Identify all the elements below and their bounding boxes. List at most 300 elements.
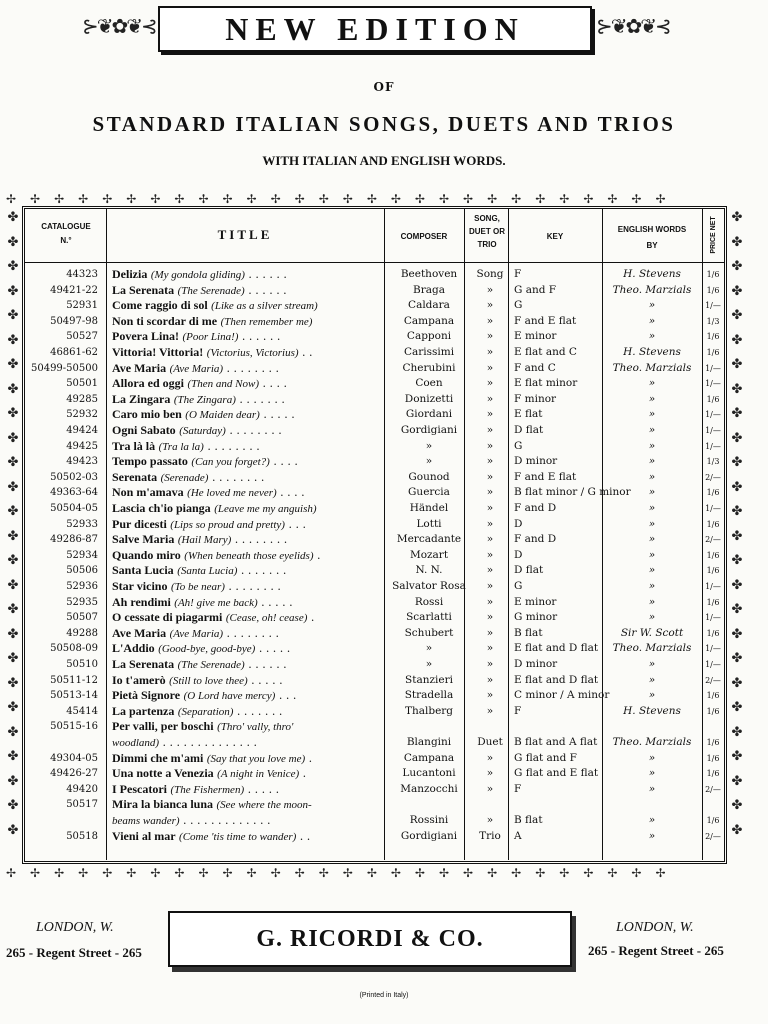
english-title: (Thro' vally, thro' <box>217 721 294 734</box>
composer-name: » <box>425 642 433 655</box>
dot-leader: . . . . . . <box>244 268 287 281</box>
italian-title: O cessate di piagarmi <box>112 610 223 625</box>
catalogue-number: 52936 <box>66 581 98 592</box>
italian-title: Pietà Signore <box>112 688 181 703</box>
net-price: 2/— <box>705 784 721 794</box>
english-words-author: » <box>648 392 656 405</box>
dot-leader: . . . <box>284 517 306 531</box>
composer-name: Cherubini <box>402 361 456 374</box>
composer-name: Thalberg <box>404 704 454 717</box>
key-signature: B flat <box>514 814 543 826</box>
catalogue-number: 49426-27 <box>50 768 98 780</box>
english-words-author: » <box>648 611 656 624</box>
italian-title: Tra là là <box>112 438 156 453</box>
composer-name: Campana <box>403 314 455 327</box>
italian-title: Ogni Sabato <box>112 423 176 437</box>
italian-title: Quando miro <box>112 547 181 562</box>
key-signature: G flat and E flat <box>514 767 599 780</box>
key-signature: F and D <box>514 533 557 546</box>
english-title: (Tra la la) <box>158 440 204 453</box>
song-type: » <box>486 626 494 639</box>
table-row <box>24 641 724 657</box>
table-row <box>24 657 724 673</box>
composer-name: Lotti <box>416 517 442 530</box>
composer-name: Caldara <box>408 299 450 312</box>
banner-title: NEW EDITION <box>158 6 592 52</box>
london-address-left: LONDON, W. <box>36 920 114 935</box>
key-signature: F and C <box>514 361 556 374</box>
song-type: » <box>486 314 494 327</box>
italian-title: Vieni al mar <box>112 828 176 843</box>
key-signature: F <box>514 704 522 717</box>
italian-title: Dimmi che m'ami <box>112 750 204 765</box>
street-address-right: 265 - Regent Street - 265 <box>588 943 724 958</box>
italian-title: La Zingara <box>112 391 171 406</box>
table-row <box>24 454 724 470</box>
song-title-cell <box>112 579 397 596</box>
catalogue-number: 52934 <box>66 549 98 561</box>
net-price: 1/6 <box>706 753 720 763</box>
net-price: 1/— <box>705 644 721 654</box>
header-catalogue-label: CATALOGUE <box>41 222 91 231</box>
english-title: (Come 'tis time to wander) <box>179 830 297 843</box>
dot-leader: . . . . <box>259 377 287 391</box>
composer-name: Blangini <box>406 736 452 748</box>
table-row <box>24 782 724 798</box>
english-title: woodland) <box>112 737 160 749</box>
net-price: 1/— <box>705 301 721 311</box>
table-row <box>24 439 724 455</box>
song-title-cell <box>112 361 397 378</box>
catalogue-number: 50497-98 <box>50 315 98 327</box>
english-words-author: » <box>648 455 656 468</box>
catalogue-number: 52931 <box>66 300 98 312</box>
song-title-cell <box>112 829 397 846</box>
net-price: 1/6 <box>706 566 720 576</box>
header-price-net: PRICE NET <box>710 216 717 254</box>
table-row <box>24 407 724 423</box>
italian-title: Mira la bianca luna <box>112 797 214 812</box>
key-signature: G <box>514 439 523 452</box>
composer-name: Carissimi <box>403 346 455 358</box>
song-title-cell <box>112 751 397 768</box>
song-title-cell <box>112 766 397 783</box>
key-signature: B flat minor / G minor <box>514 486 631 499</box>
key-signature: D minor <box>514 658 558 670</box>
net-price: 1/6 <box>706 691 720 701</box>
song-title-cell <box>112 376 397 393</box>
composer-name: Mercadante <box>396 533 462 546</box>
table-row <box>24 688 724 704</box>
song-type: » <box>486 346 494 358</box>
english-words-author: » <box>648 299 656 312</box>
header-composer: COMPOSER <box>400 232 448 241</box>
dot-leader: . . . . . . . . <box>224 580 281 593</box>
catalogue-number: 50513-14 <box>50 690 98 702</box>
catalogue-number: 50499-50500 <box>30 362 98 374</box>
table-row <box>24 735 724 751</box>
song-title-cell <box>112 485 397 502</box>
song-title-cell <box>112 813 397 830</box>
catalogue-number: 50511-12 <box>50 674 98 686</box>
italian-title: Povera Lina! <box>112 329 179 344</box>
catalogue-number: 52935 <box>66 596 98 608</box>
net-price: 1/6 <box>706 332 720 342</box>
english-title: (The Zingara) <box>173 393 236 406</box>
song-type: » <box>486 470 494 483</box>
net-price: 1/6 <box>706 550 720 560</box>
dot-leader: . . <box>298 346 313 359</box>
song-type: » <box>486 392 494 405</box>
net-price: 1/6 <box>706 285 720 295</box>
english-title: (Can you forget?) <box>191 456 270 469</box>
table-row <box>24 563 724 579</box>
song-type: » <box>486 424 494 436</box>
english-words-author: » <box>648 673 656 686</box>
english-title: (Cease, oh! cease) <box>225 612 308 625</box>
table-row <box>24 813 724 829</box>
song-type: » <box>486 517 494 530</box>
song-type: » <box>486 564 494 577</box>
song-title-cell <box>112 314 397 331</box>
dot-leader: . . . . . . . . <box>231 533 288 547</box>
english-words-author: » <box>648 377 656 390</box>
table-row <box>24 766 724 782</box>
table-row <box>24 719 724 735</box>
table-row <box>24 751 724 767</box>
italian-title: Santa Lucia <box>112 563 174 578</box>
dot-leader: . . . . . . . . . . . . . . <box>159 736 257 749</box>
key-signature: G <box>514 299 523 312</box>
italian-title: Io t'amerò <box>112 672 166 687</box>
key-signature: G and F <box>514 283 557 296</box>
net-price: 1/6 <box>706 394 720 404</box>
composer-name: Gordigiani <box>400 829 458 842</box>
song-title-cell <box>112 641 397 658</box>
table-row <box>24 829 724 845</box>
composer-name: Mozart <box>409 548 449 561</box>
key-signature: F <box>514 782 522 795</box>
english-title: (Victorius, Victorius) <box>206 347 299 359</box>
english-title: (A night in Venice) <box>217 768 300 781</box>
london-address-right: LONDON, W. <box>616 920 694 935</box>
english-title: (Ave Maria) <box>169 627 224 640</box>
top-ornament-border: ✢✢✢✢✢✢✢✢✢✢✢✢✢✢✢✢✢✢✢✢✢✢✢✢✢✢✢✢ <box>6 192 680 206</box>
table-row <box>24 283 724 299</box>
dot-leader: . <box>299 767 307 781</box>
song-title-cell <box>112 283 397 300</box>
english-title: (Santa Lucia) <box>177 565 238 578</box>
right-flourish-ornament: ⊱❦✿❦⊰ <box>596 14 670 38</box>
dot-leader: . . . . . . . . . . . . . <box>179 814 271 827</box>
dot-leader: . . . . . . . <box>237 564 287 578</box>
dot-leader: . . . . . . . <box>233 704 283 718</box>
song-type: » <box>486 299 494 312</box>
catalogue-number: 49288 <box>66 627 98 639</box>
dot-leader: . <box>305 751 313 765</box>
table-row <box>24 392 724 408</box>
english-title: (Like as a silver stream) <box>211 300 318 313</box>
right-ornament-border: ✤ ✤ ✤ ✤ ✤ ✤ ✤ ✤ ✤ ✤ ✤ ✤ ✤ ✤ ✤ ✤ ✤ ✤ ✤ ✤ ✤ ✤ ✤ ✤ ✤ ✤ <box>731 210 743 838</box>
italian-title: La partenza <box>112 703 175 718</box>
english-title: (Serenade) <box>160 471 209 484</box>
song-type: » <box>486 658 494 670</box>
english-title: beams wander) <box>112 815 180 827</box>
dot-leader: . <box>313 548 321 562</box>
italian-title: La Serenata <box>112 657 175 671</box>
table-row <box>24 470 724 486</box>
composer-name: Braga <box>413 283 445 296</box>
key-signature: G <box>514 580 523 592</box>
composer-name: Stanzieri <box>405 673 453 686</box>
english-words-author: » <box>648 330 656 343</box>
english-title: (The Serenade) <box>177 284 245 297</box>
english-words-author: Theo. Marzials <box>612 283 692 296</box>
song-type: Song <box>476 268 504 280</box>
english-title: (Ah! give me back) <box>174 596 258 609</box>
english-title: (O Maiden dear) <box>185 409 260 422</box>
italian-title: Vittoria! Vittoria! <box>112 345 204 359</box>
song-type: » <box>486 673 494 686</box>
net-price: 1/6 <box>706 597 720 607</box>
printed-in-italy-note: (Printed in Italy) <box>359 992 409 999</box>
italian-title: Caro mio ben <box>112 407 182 422</box>
composer-name: » <box>425 658 433 670</box>
key-signature: A <box>514 829 522 842</box>
song-type: » <box>486 533 494 546</box>
song-title-cell <box>112 673 397 690</box>
song-title-cell <box>112 407 397 424</box>
italian-title: Salve Maria <box>112 532 175 547</box>
composer-name: Capponi <box>406 330 452 343</box>
key-signature: E flat and D flat <box>514 673 599 686</box>
composer-name: Rossi <box>414 595 444 608</box>
dot-leader: . . . . . . . . <box>225 424 282 437</box>
song-title-cell <box>112 688 397 705</box>
italian-title: I Pescatori <box>112 781 167 796</box>
net-price: 2/— <box>705 535 721 545</box>
song-title-cell <box>112 657 397 674</box>
net-price: 1/— <box>705 441 721 451</box>
net-price: 2/— <box>705 675 721 685</box>
header-catalogue-no: N.° <box>60 236 72 245</box>
english-words-author: » <box>648 689 656 702</box>
catalogue-number: 49424 <box>66 425 98 436</box>
english-title: (Lips so proud and pretty) <box>170 518 285 531</box>
dot-leader: . . . . <box>269 455 298 469</box>
table-row <box>24 532 724 548</box>
header-song-duet-trio: SONG, DUET OR TRIO <box>469 214 505 249</box>
english-title: (Ave Maria) <box>169 362 224 375</box>
english-title: (Poor Lina!) <box>182 331 239 344</box>
publisher-name: G. RICORDI & CO. <box>168 911 572 967</box>
header-catalogue <box>26 220 106 248</box>
net-price: 1/3 <box>706 316 720 326</box>
key-signature: D <box>514 548 523 561</box>
song-type: » <box>486 377 494 390</box>
key-signature: B flat and A flat <box>514 736 598 748</box>
catalogue-number: 50508-09 <box>50 643 98 655</box>
english-words-author: » <box>648 502 656 514</box>
english-words-author: » <box>648 829 656 842</box>
english-title: (To be near) <box>170 581 225 593</box>
english-words-author: » <box>648 517 656 530</box>
italian-title: Ave Maria <box>112 625 167 640</box>
net-price: 1/6 <box>706 519 720 529</box>
song-title-cell <box>112 454 397 471</box>
song-title-cell <box>112 595 397 612</box>
song-type: » <box>486 455 494 468</box>
song-type: » <box>486 814 494 826</box>
catalogue-number: 49363-64 <box>50 487 98 499</box>
english-title: (Say that you love me) <box>206 752 306 765</box>
italian-title: Serenata <box>112 469 158 484</box>
song-title-cell <box>112 719 397 736</box>
english-title: (See where the moon- <box>216 799 312 812</box>
net-price: 1/6 <box>706 816 720 825</box>
catalogue-number: 46861-62 <box>50 347 98 358</box>
composer-name: Scarlatti <box>406 611 452 624</box>
table-row <box>24 501 724 517</box>
dot-leader: . . . . . <box>244 782 280 796</box>
dot-leader: . . . <box>275 689 297 703</box>
table-row <box>24 517 724 533</box>
net-price: 1/3 <box>706 457 720 467</box>
english-title: (He loved me never) <box>187 487 277 500</box>
table-row <box>24 626 724 642</box>
english-words-author: » <box>648 470 656 483</box>
key-signature: E flat minor <box>514 377 578 390</box>
english-words-author: » <box>648 658 656 670</box>
composer-name: Giordani <box>405 408 453 421</box>
dot-leader: . . . . . . . <box>235 392 285 406</box>
english-words-author: » <box>648 580 656 592</box>
composer-name: Gounod <box>408 470 450 483</box>
english-title: (O Lord have mercy) <box>183 690 276 703</box>
table-row <box>24 298 724 314</box>
song-title-cell <box>112 548 397 565</box>
catalogue-number: 49304-05 <box>50 752 98 764</box>
song-type: » <box>486 548 494 561</box>
key-signature: F and E flat <box>514 470 577 483</box>
english-title: (The Fishermen) <box>170 783 245 796</box>
table-row <box>24 704 724 720</box>
composer-name: Salvator Rosa <box>392 580 466 592</box>
english-words-author: » <box>648 782 656 795</box>
italian-title: Star vicino <box>112 579 168 593</box>
song-title-cell <box>112 439 397 456</box>
english-words-author: Sir W. Scott <box>620 626 684 639</box>
song-type: » <box>486 751 494 764</box>
table-row <box>24 485 724 501</box>
song-type: » <box>486 611 494 624</box>
dot-leader: . . . . . <box>259 408 295 422</box>
english-words-author: » <box>648 564 656 577</box>
catalogue-number: 50515-16 <box>50 721 98 733</box>
song-title-cell <box>112 517 397 534</box>
net-price: 2/— <box>705 831 721 841</box>
catalogue-number: 44323 <box>66 269 98 280</box>
key-signature: E flat and D flat <box>514 642 599 655</box>
table-row <box>24 345 724 361</box>
key-signature: F minor <box>514 392 557 405</box>
italian-title: Non ti scordar di me <box>112 313 218 328</box>
catalogue-number: 49286-87 <box>50 534 98 546</box>
composer-name: Gordigiani <box>400 424 458 436</box>
page-subtitle: WITH ITALIAN AND ENGLISH WORDS. <box>262 153 506 168</box>
net-price: 1/6 <box>706 628 720 638</box>
song-type: » <box>486 283 494 296</box>
of-label: OF <box>373 80 395 94</box>
song-type: » <box>486 502 494 514</box>
catalogue-number: 49420 <box>66 783 98 795</box>
table-row <box>24 595 724 611</box>
key-signature: D flat <box>514 424 544 436</box>
header-divider <box>24 262 724 263</box>
english-title: (Still to love thee) <box>169 674 248 687</box>
song-title-cell <box>112 782 397 799</box>
key-signature: G flat and F <box>514 751 577 764</box>
catalogue-number: 50502-03 <box>50 471 98 483</box>
catalogue-number: 50506 <box>66 565 98 577</box>
key-signature: D flat <box>514 564 544 577</box>
dot-leader: . . . . . <box>247 673 283 687</box>
composer-name: Händel <box>409 502 449 514</box>
composer-name: Campana <box>403 751 455 764</box>
dot-leader: . . . . . . . . <box>203 439 260 453</box>
net-price: 1/— <box>705 426 721 435</box>
english-words-author: » <box>648 814 656 826</box>
english-title: (My gondola gliding) <box>150 269 245 281</box>
catalogue-number: 50517 <box>66 799 98 811</box>
street-address-left: 265 - Regent Street - 265 <box>6 945 142 960</box>
net-price: 1/— <box>705 613 721 623</box>
key-signature: E minor <box>514 330 557 343</box>
song-type: Duet <box>477 736 503 748</box>
english-words-author: H. Stevens <box>623 704 681 717</box>
english-title: (Separation) <box>177 705 234 718</box>
song-title-cell <box>112 563 397 580</box>
catalogue-number: 49425 <box>66 440 98 452</box>
song-title-cell <box>112 532 397 549</box>
song-title-cell <box>112 423 397 440</box>
composer-name: » <box>425 455 433 468</box>
english-title: (Saturday) <box>179 425 226 437</box>
dot-leader: . . . . . . <box>244 283 287 297</box>
song-type: » <box>486 689 494 702</box>
italian-title: Delizia <box>112 267 148 281</box>
song-title-cell <box>112 626 397 643</box>
catalogue-number: 50501 <box>66 378 98 390</box>
english-title: (Good-bye, good-bye) <box>158 643 256 656</box>
english-words-author: » <box>648 751 656 764</box>
catalogue-number: 50507 <box>66 612 98 624</box>
key-signature: B flat <box>514 626 543 639</box>
net-price: 1/— <box>705 379 721 389</box>
italian-title: Allora ed oggi <box>112 376 184 391</box>
song-type: » <box>486 580 494 592</box>
composer-name: Rossini <box>409 814 449 826</box>
english-title: (Then remember me) <box>220 315 313 328</box>
song-title-cell <box>112 470 397 487</box>
english-words-author: » <box>648 408 656 421</box>
song-title-cell <box>112 704 397 721</box>
table-row <box>24 610 724 626</box>
english-title: (Then and Now) <box>187 378 259 391</box>
dot-leader: . . . . . . . . <box>223 626 279 640</box>
song-type: » <box>486 782 494 795</box>
english-words-author: H. Stevens <box>623 346 681 358</box>
